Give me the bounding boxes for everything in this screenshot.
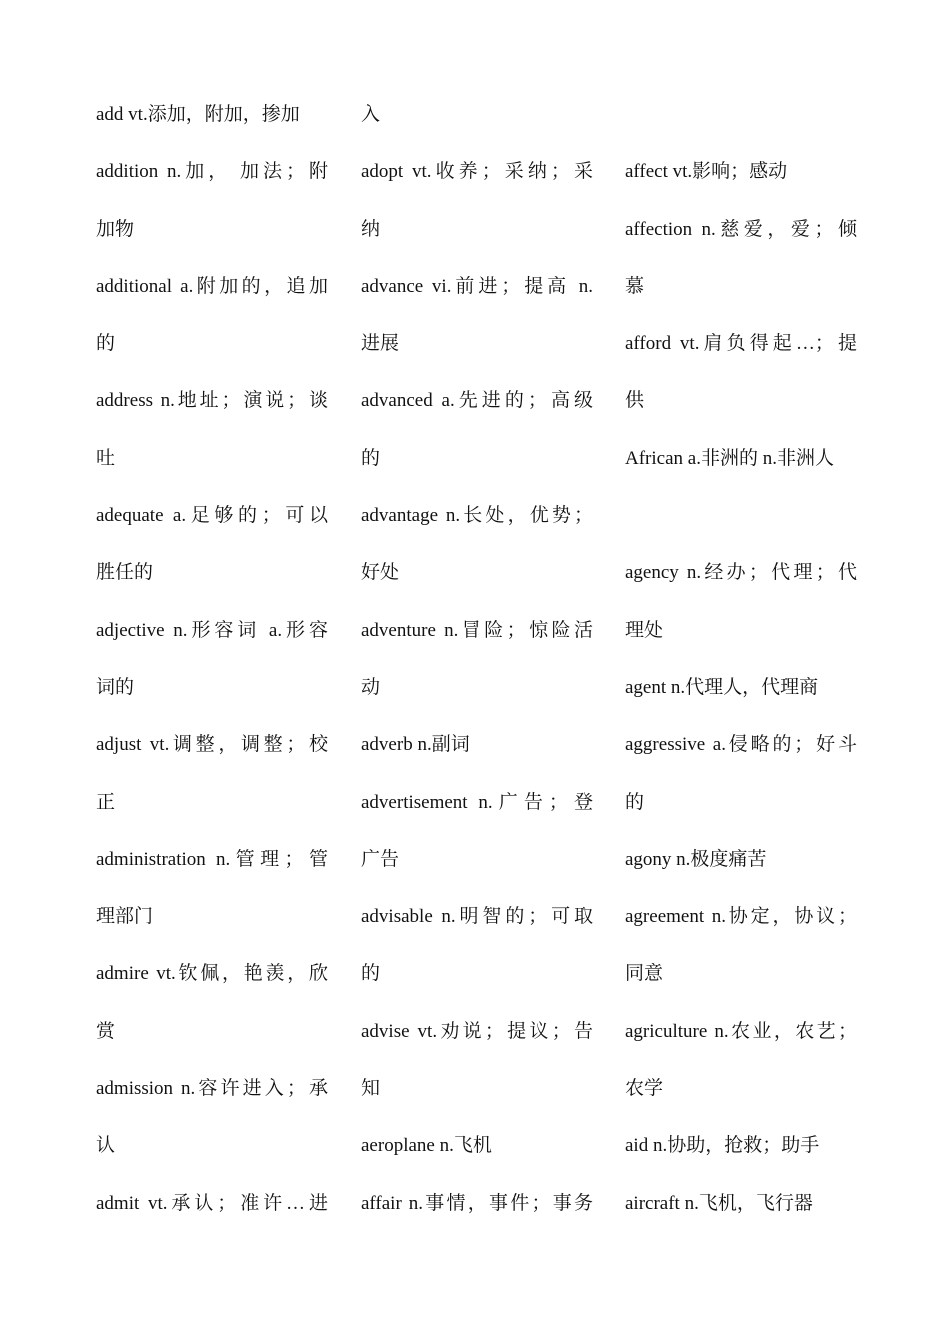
entry-line: 知 [361, 1078, 381, 1100]
entry-line: 认 [96, 1135, 116, 1157]
entry-line: administration n.管理；管 [96, 848, 328, 870]
entry-line: agency n.经办；代理；代 [625, 562, 857, 584]
entry-line: advantage n.长处，优势； [361, 505, 593, 527]
entry-line: addition n.加， 加法；附 [96, 161, 328, 183]
entry-line: 的 [625, 791, 645, 813]
entry-line: affection n.慈爱，爱；倾 [625, 218, 857, 240]
entry-line [625, 487, 857, 544]
entry-line: adopt vt.收养；采纳；采 [361, 161, 593, 183]
entry-line: 加物 [96, 218, 135, 240]
glossary-column-2 [361, 86, 593, 1232]
entry-line: 动 [361, 676, 381, 698]
entry-line: 进展 [361, 333, 400, 355]
entry-line: admit vt.承认；准许…进 [96, 1192, 328, 1214]
entry-line: aircraft n.飞机，飞行器 [625, 1192, 813, 1214]
entry-line: 词的 [96, 676, 135, 698]
entry-line: 吐 [96, 447, 116, 469]
entry-line [625, 86, 857, 143]
entry-line: 广告 [361, 848, 400, 870]
entry-line: affect vt.影响；感动 [625, 161, 788, 183]
entry-line: agreement n.协定，协议； [625, 906, 857, 928]
entry-line: 的 [361, 447, 381, 469]
entry-line: 胜任的 [96, 562, 154, 584]
entry-line: admire vt.钦佩，艳羡，欣 [96, 963, 328, 985]
entry-line: aggressive a.侵略的；好斗 [625, 734, 857, 756]
entry-line: advanced a.先进的；高级 [361, 390, 593, 412]
entry-line: admission n.容许进入；承 [96, 1078, 328, 1100]
entry-line: 入 [361, 104, 381, 125]
entry-line: aid n.协助，抢救；助手 [625, 1135, 820, 1157]
entry-line: 供 [625, 390, 645, 412]
entry-line: add vt.添加，附加，掺加 [96, 104, 300, 125]
entry-line: 农学 [625, 1078, 664, 1100]
entry-line: adjust vt.调整，调整；校 [96, 734, 328, 756]
entry-line: 理部门 [96, 906, 154, 928]
glossary-column-3 [625, 86, 857, 1232]
entry-line: advise vt.劝说；提议；告 [361, 1020, 593, 1042]
entry-line: adequate a.足够的；可以 [96, 505, 328, 527]
entry-line: 理处 [625, 619, 664, 641]
entry-line: agriculture n.农业，农艺； [625, 1020, 857, 1042]
entry-line: 纳 [361, 218, 381, 240]
entry-line: 赏 [96, 1020, 116, 1042]
entry-line: address n.地址；演说；谈 [96, 390, 328, 412]
entry-line: 的 [361, 963, 381, 985]
entry-line: adverb n.副词 [361, 734, 470, 756]
entry-line: additional a.附加的，追加 [96, 275, 328, 297]
entry-line: agony n.极度痛苦 [625, 848, 767, 870]
entry-line: 同意 [625, 963, 664, 985]
entry-line: advisable n.明智的；可取 [361, 906, 593, 928]
entry-line: afford vt.肩负得起…；提 [625, 333, 857, 355]
entry-line: 的 [96, 333, 116, 355]
entry-line: 正 [96, 791, 116, 813]
entry-line: affair n.事情，事件；事务 [361, 1192, 593, 1214]
entry-line: advertisement n.广告；登 [361, 791, 593, 813]
entry-line: African a.非洲的 n.非洲人 [625, 447, 834, 469]
entry-line: adventure n.冒险；惊险活 [361, 619, 593, 641]
entry-line: advance vi.前进；提高 n. [361, 275, 593, 297]
entry-line: 好处 [361, 562, 400, 584]
glossary-column-1 [96, 86, 328, 1232]
entry-line: 慕 [625, 275, 645, 297]
entry-line: aeroplane n.飞机 [361, 1135, 492, 1157]
entry-line: agent n.代理人，代理商 [625, 676, 819, 698]
entry-line: adjective n.形容词 a.形容 [96, 619, 328, 641]
